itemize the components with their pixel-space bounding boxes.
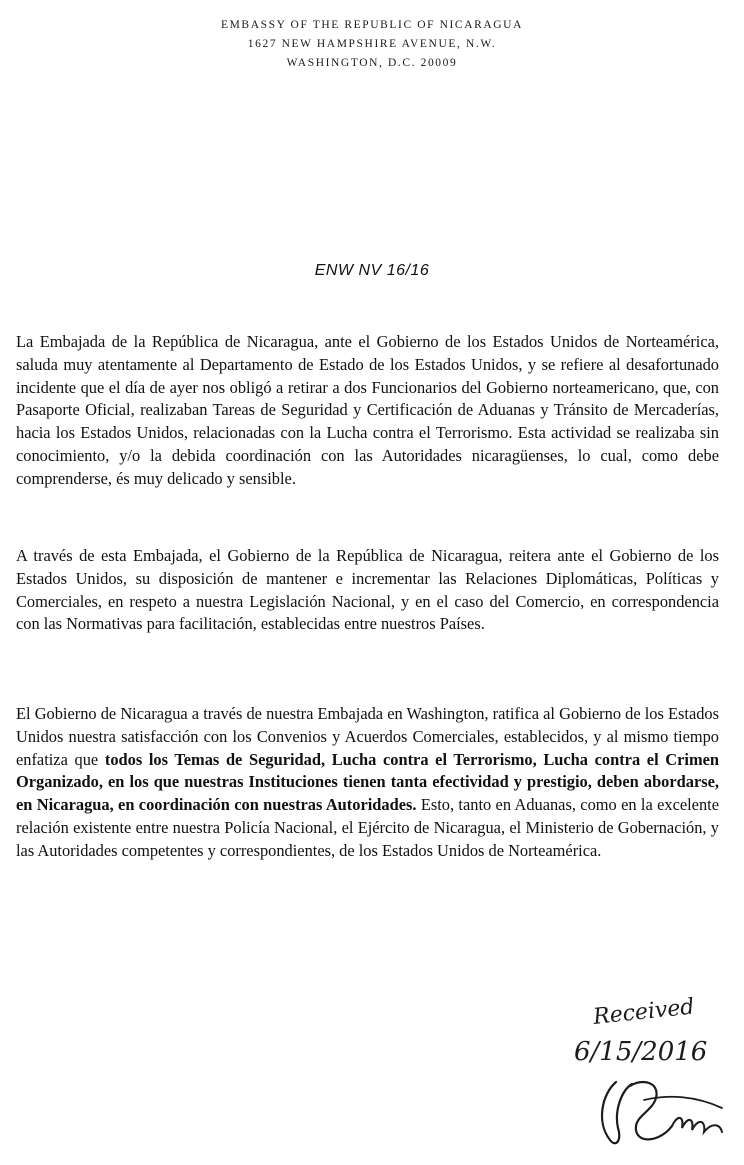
letterhead-street-address: 1627 NEW HAMPSHIRE AVENUE, N.W. bbox=[247, 38, 497, 50]
paragraph-security-intro: El Gobierno de Nicaragua a través de nuestra Embajada en Washington, ratifica al Gobierno de los Estados Unidos nuestra satisfacción con los Convenios y Acuerdos Comerciales, establecidos, y al mismo tiempo enfatiza que bbox=[16, 704, 719, 769]
letterhead-city: WASHINGTON, D.C. 20009 bbox=[286, 57, 458, 69]
paragraph-incident: La Embajada de la República de Nicaragua, ante el Gobierno de los Estados Unidos de Norteamérica, saluda muy atentamente al Departamento de Estado de los Estados Unidos, y se refiere al desafortunado incidente que el día de ayer nos obligó a retirar a dos Funcionarios del Gobierno norteamericano, que, con Pasaporte Oficial, realizaban Tareas de Seguridad y Certificación de Aduanas y Tránsito de Mercaderías, hacia los Estados Unidos, relacionadas con la Lucha contra el Terrorismo. Esta actividad se realizaba sin conocimiento, y/o la debida coordinación con las Autoridades nicaragüenses, lo cual, como debe comprenderse, és muy delicado y sensible. bbox=[16, 332, 719, 488]
letterhead bbox=[0, 16, 744, 73]
handwritten-received-label: Received bbox=[592, 994, 696, 1030]
letterhead-embassy-name: EMBASSY OF THE REPUBLIC OF NICARAGUA bbox=[220, 19, 523, 31]
paragraph-security-emphasis: todos los Temas de Seguridad, Lucha contra el Terrorismo, Lucha contra el Crimen Organizado, en los que nuestras Instituciones tienen tanta efectividad y prestigio, deben abordarse, en Nicaragua, en coordinación con nuestras Autoridades. bbox=[16, 749, 719, 815]
handwritten-annotation bbox=[572, 990, 742, 1160]
paragraph-security bbox=[16, 703, 719, 863]
handwritten-date: 6/15/2016 bbox=[574, 1037, 708, 1067]
note-reference-number: ENW NV 16/16 bbox=[314, 262, 430, 279]
handwritten-signature bbox=[572, 990, 742, 1160]
paragraph-security-closing: Esto, tanto en Aduanas, como en la excelente relación existente entre nuestra Policía Nacional, el Ejército de Nicaragua, el Ministerio de Gobernación, y las Autoridades competentes y correspondientes, de los Estados Unidos de Norteamérica. bbox=[16, 795, 719, 860]
paragraph-relations: A través de esta Embajada, el Gobierno de la República de Nicaragua, reitera ante el Gobierno de los Estados Unidos, su disposición de mantener e incrementar las Relaciones Diplomáticas, Políticas y Comerciales, en respeto a nuestra Legislación Nacional, y en el caso del Comercio, en correspondencia con las Normativas para facilitación, establecidas entre nuestros Países. bbox=[16, 546, 719, 634]
